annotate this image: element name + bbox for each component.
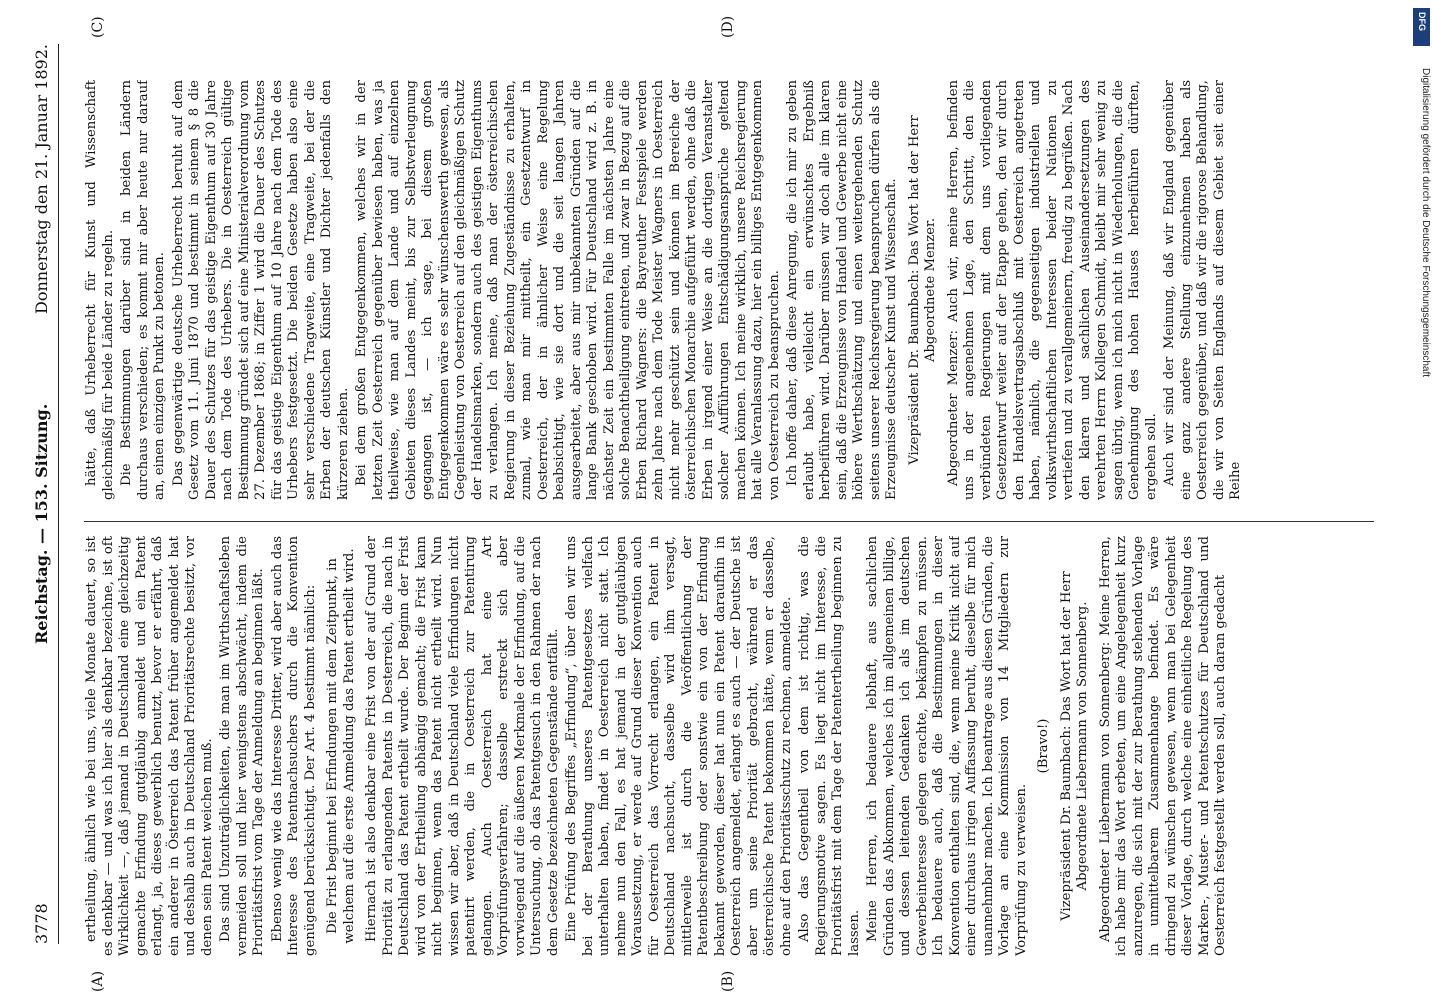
margin-marker-b: (B) (720, 970, 736, 992)
speaker-intro: Vizepräsident Dr. Baumbach: Das Wort hat der Herr Abgeordnete Liebermann von Sonnenberg. (1058, 571, 1090, 921)
paragraph: Bei dem großen Entgegenkommen, welches wir in der letzten Zeit Oesterreich gegenüber bewiesen haben, was ja theilweise, wie man auf dem Lande und auf einzelnen Gebieten dieses Landes meint, bis zur Selbstverleugnung gegangen ist, — ich sage, bei diesem großen Entgegenkommen wäre es sehr wünschenswerth gewesen, als Gegenleistung von Oesterreich auf den gleichmäßigen Schutz der Handelsmarken, sondern auch des geistigen Eigenthums zu verlangen. Ich meine, daß man der österreichischen Regierung in dieser Beziehung Zugeständnisse zu erhalten, zumal, wie man mir mittheilt, ein Gesetzentwurf in Oesterreich, der in ähnlicher Weise eine Regelung beabsichtigt, wie sie dort und die seit langen Jahren ausgearbeitet, aber aus mir unbekannten Gründen auf die lange Bank geschoben wird. Für Deutschland wird z. B. in nächster Zeit ein bestimmten Falle im nächsten Jahre eine solche Benachtheiligung eintreten, und zwar in Bezug auf die Erben Richard Wagners: die Bayreuther Festspiele werden zehn Jahre nach dem Tode Meister Wagners in Oesterreich nicht mehr geschützt sein und können im Bereiche der österreichischen Monarchie aufgeführt werden, ohne daß die Erben in irgend einer Weise an die dortigen Veranstalter solcher Aufführungen Entschädigungsansprüche geltend machen können. Ich meine wirklich, unsere Reichsregierung hat alle Veranlassung dazu, hier ein billiges Entgegenkommen von Oesterreich zu beanspruchen. (354, 80, 782, 500)
header-date: Donnerstag den 21. Januar 1892. (32, 44, 51, 314)
paragraph: hätte, daß Urheberrecht für Kunst und Wissenschaft gleichmäßig für beide Länder zu regeln. (84, 80, 116, 500)
applause-note: (Bravo!) (1036, 718, 1051, 774)
credit-text: Digitalisierung gefördert durch die Deutsche Forschungsgemeinschaft (1420, 68, 1431, 378)
page-number: 3778 (32, 903, 51, 944)
column-divider (84, 521, 1374, 522)
paragraph: Das sind Unzuträglichkeiten, die man im Wirthschaftsleben vermeiden soll und hier wenigstens abschwächt, indem die Prioritätsfrist vom Tage der Anmeldung an beginnen läßt. (218, 536, 266, 956)
margin-marker-a: (A) (90, 970, 106, 992)
header-title: Reichstag. — 153. Sitzung. (32, 403, 51, 644)
dfg-logo-icon (1413, 8, 1430, 46)
speech-paragraph: Auch wir sind der Meinung, daß wir England gegenüber eine ganz andere Stellung einzunehmen haben als Oesterreich gegenüber, und daß wir die rigorose Behandlung, die wir von Seiten Englands auf diesem Gebiet seit einer Reihe (1162, 80, 1243, 500)
digitization-credit (1413, 8, 1431, 828)
margin-marker-d: (D) (720, 15, 736, 38)
paragraph: Die Bestimmungen darüber sind in beiden Ländern durchaus verschieden; es kommt mir aber heute nur darauf an, einen einzigen Punkt zu betonen. (119, 80, 167, 500)
speech-paragraph: Abgeordneter Liebermann von Sonnenberg: Meine Herren, ich habe mir das Wort erbeten, um eine Angelegenheit kurz anzuregen, die sich mit der zur Berathung stehenden Vorlage in unmittelbarem Zusammenhange befindet. Es wäre dringend zu wünschen gewesen, wenn man bei Gelegenheit dieser Vorlage, durch welche eine einheitliche Regelung des Marken-, Muster- und Patentschutzes für Deutschland und Oesterreich festgestellt werden soll, auch daran gedacht (1097, 536, 1228, 956)
paragraph: Also das Gegentheil von dem ist richtig, was die Regierungsmotive sagen. Es liegt nicht im Interesse, die Prioritätsfrist mit dem Tage der Patentertheilung beginnen zu lassen. (797, 536, 862, 956)
page-header (18, 44, 59, 944)
paragraph: ertheilung, ähnlich wie bei uns, viele Monate dauert, so ist es denkbar — und was ich hier als denkbar bezeichne, ist oft Wirklichkeit —, daß jemand in Deutschland eine gleichzeitig gemachte Erfindung gutgläubig anmeldet und ein Patent erlangt, ja, dieses gewerblich benutzt, bevor er erfährt, daß ein anderer in Österreich das Patent früher angemeldet hat und deshalb auch in Deutschland Prioritätsrechte besitzt, vor denen sein Patent weichen muß. (84, 536, 215, 956)
margin-marker-c: (C) (90, 16, 106, 38)
speaker-intro: Vizepräsident Dr. Baumbach: Das Wort hat der Herr Abgeordnete Menzer. (906, 115, 938, 465)
paragraph: Ich hoffe daher, daß diese Anregung, die ich mir zu geben erlaubt habe, vielleicht ein erwünschtes Ergebniß herbeiführen wird. Darüber müssen wir doch alle im klaren sein, daß die Erzeugnisse von Handel und Gewerbe nicht eine höhere Werthschätzung und einen weitergehenden Schutz seitens unserer Reichsregierung beanspruchen dürfen als die Erzeugnisse deutscher Kunst und Wissenschaft. (785, 80, 899, 500)
paragraph: Das gegenwärtige deutsche Urheberrecht beruht auf dem Gesetz vom 11. Juni 1870 und bestimmt in seinem § 8 die Dauer des Schutzes für das geistige Eigenthum auf 30 Jahre nach dem Tode des Urhebers. Die in Oesterreich gültige Bestimmung gründet sich auf eine Ministerialverordnung vom 27. Dezember 1868; in Ziffer 1 wird die Dauer des Schutzes für das geistige Eigenthum auf 10 Jahre nach dem Tode des Urhebers festgesetzt. Die beiden Gesetze haben also eine sehr verschiedene Tragweite, eine Tragweite, bei der die Erben der deutschen Künstler und Dichter jedenfalls den kürzeren ziehen. (170, 80, 351, 500)
paragraph: Ebenso wenig wie das Interesse Dritter, wird aber auch das Interesse des Patentnachsuchers durch die Konvention genügend berücksichtigt. Der Art. 4 bestimmt nämlich: (269, 536, 318, 956)
quoted-article: Die Frist beginnt bei Erfindungen mit dem Zeitpunkt, in welchem auf die erste Anmeldung das Patent ertheilt wird. (325, 548, 357, 944)
speech-paragraph: Abgeordneter Menzer: Auch wir, meine Herren, befinden uns in der angenehmen Lage, den Schritt, den die verbündeten Regierungen mit dem uns vorliegenden Gesetzentwurf weiter auf der Etappe gehen, den wir durch den Handelsvertragsabschluß mit Oesterreich angetreten haben, nämlich, die gegenseitigen industriellen und volkswirthschaftlichen Interessen beider Nationen zu vertiefen und zu verallgemeinern, freudig zu begrüßen. Nach den klaren und sachlichen Auseinandersetzungen des verehrten Herrn Kollegen Schmidt, bleibt mir sehr wenig zu sagen übrig, wenn ich mich nicht in Wiederholungen, die die Genehmigung des hohen Hauses herbeiführen dürften, ergehen soll. (945, 80, 1159, 500)
dfg-logo-text: DFG (1417, 12, 1427, 31)
paragraph: Hiernach ist also denkbar eine Frist von der auf Grund der Priorität zu erlangenden Patents in Desterreich, die nach in Deutschland das Patent ertheilt wurde. Der Beginn der Frist wird von der Ertheilung abhängig gemacht; die Frist kann nicht beginnen, wenn das Patent nicht ertheilt wird. Nun wissen wir aber, daß in Deutschland viele Erfindungen nicht patentirt werden, die in Oesterreich zur Patentirung gelangen. Auch Oesterreich hat eine Art Vorprüfungsverfahren; dasselbe erstreckt sich aber vorwiegend auf die äußeren Merkmale der Erfindung, auf die Untersuchung, ob das Patentgesuch in den Rahmen der nach dem Gesetze bezeichneten Gegenstände entfällt. (364, 536, 561, 956)
left-column (84, 536, 1374, 956)
paragraph: Eine Prüfung des Begriffes „Erfindung“, über den wir uns bei der Berathung unseres Patentgesetzes vielfach unterhalten haben, findet in Oesterreich nicht statt. Ich nehme nun den Fall, es hat jemand in der gutgläubigen Voraussetzung, er werde auf Grund dieser Konvention auch für Oesterreich das Vorrecht erlangen, ein Patent in Deutschland nachsucht, dasselbe wird ihm versagt, mittlerweile ist durch die Veröffentlichung der Patentbeschreibung oder sonstwie ein von der Erfindung bekannt geworden, dieser hat nun ein Patent daraufhin in Oesterreich angemeldet, erlangt es auch — der Deutsche ist aber um seine Priorität gebracht, während er das österreichische Patent bekommen hätte, wenn er dasselbe, ohne auf den Prioritätsschutz zu rechnen, anmeldete. (564, 536, 794, 956)
right-column (84, 80, 1374, 500)
paragraph: Meine Herren, ich bedauere lebhaft, aus sachlichen Gründen das Abkommen, welches ich im allgemeinen billige, und dessen leitenden Gedanken ich als im deutschen Gewerbeinteresse gelegen erachte, bekämpfen zu müssen. Ich bedauere auch, daß die Bestimmungen in dieser Konvention enthalten sind, die, wenn meine Kritik nicht auf einer durchaus irrigen Auffassung beruht, dieselbe für mich unannehmbar machen. Ich beantrage aus diesen Gründen, die Vorlage an eine Kommission von 14 Mitgliedern zur Vorprüfung zu verweisen. (865, 536, 1029, 956)
